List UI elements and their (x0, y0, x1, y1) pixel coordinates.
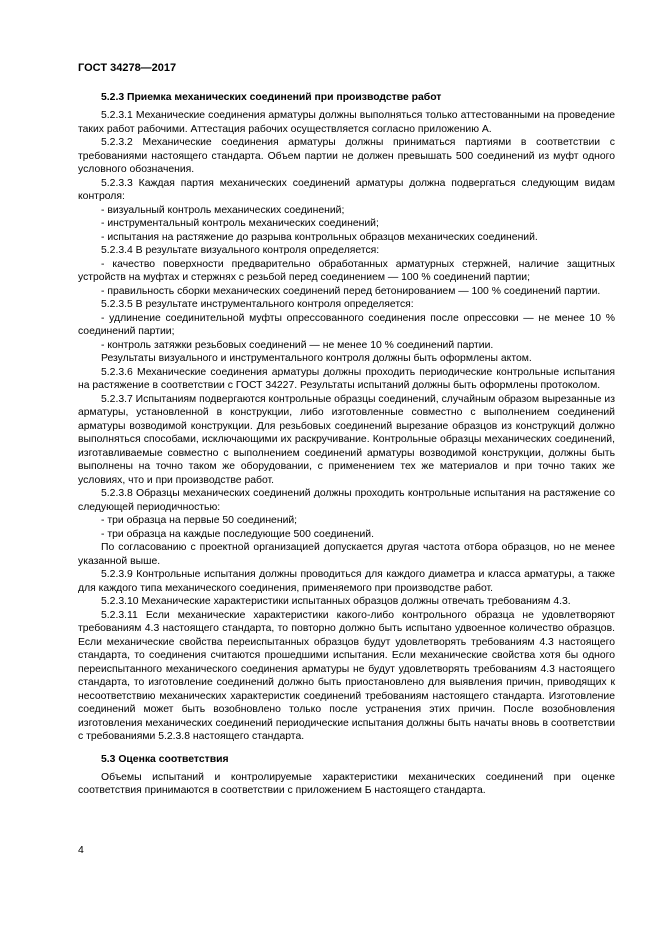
paragraph: 5.2.3.10 Механические характеристики испытанных образцов должны отвечать требованиям 4.3. (101, 596, 571, 607)
paragraph: 5.2.3.8 Образцы механических соединений должны проходить контрольные испытания на растяжение со следующей периодичностью: (78, 488, 615, 513)
page-number: 4 (78, 845, 84, 856)
list-item: - инструментальный контроль механических соединений; (101, 218, 379, 229)
list-item: - три образца на каждые последующие 500 соединений. (101, 528, 374, 540)
paragraph: 5.2.3.1 Механические соединения арматуры должны выполняться только аттестованными на проведение таких работ рабочими. Аттестация рабочих осуществляется согласно приложению А. (78, 110, 615, 135)
paragraph: 5.2.3.3 Каждая партия механических соединений арматуры должна подвергаться следующим видам контроля: (78, 177, 615, 202)
paragraph: Объемы испытаний и контролируемые характеристики механических соединений при оценке соответствия принимаются в соответствии с приложением Б настоящего стандарта. (78, 771, 615, 796)
paragraph: 5.2.3.2 Механические соединения арматуры должны приниматься партиями в соответствии с требованиями настоящего стандарта. Объем партии не должен превышать 500 соединений из муфт одного условного обозначения. (78, 137, 615, 175)
list-item: - контроль затяжки резьбовых соединений — не менее 10 % соединений партии. (101, 339, 494, 351)
paragraph: 5.2.3.4 В результате визуального контроля определяется: (101, 245, 380, 256)
section-5-2-3-heading: 5.2.3 Приемка механических соединений при производстве работ (101, 92, 442, 103)
list-item: - качество поверхности предварительно обработанных арматурных стержней, наличие защитных устройств на муфтах и стержнях с резьбой перед соединением — 100 % соединений партии; (78, 258, 615, 283)
list-item: - три образца на первые 50 соединений; (101, 515, 298, 526)
paragraph: 5.2.3.7 Испытаниям подвергаются контрольные образцы соединений, случайным образом вырезанные из арматуры, установленной в конструкции, либо изготовленные совместно с выполнением соединений арматуры возводимой конструкции. Для резьбовых соединений вырезание образцов из конструкций должно выполняться способами, исключающими их раскручивание. Контрольные образцы механических соединений, изготавливаемые совместно с выполнением соединений арматуры возводимой конструкции, должны быть выполнены на точно таком же оборудовании, с применением тех же материалов и при точно таких же условиях, что и при производстве работ. (78, 393, 615, 486)
paragraph: 5.2.3.6 Механические соединения арматуры должны проходить периодические контрольные испытания на растяжение в соответствии с ГОСТ 34227. Результаты испытаний должны быть оформлены протоколом. (78, 366, 615, 391)
list-item: - удлинение соединительной муфты опрессованного соединения после опрессовки — не менее 10 % соединений партии; (78, 312, 615, 337)
list-item: - визуальный контроль механических соединений; (101, 204, 345, 216)
paragraph: 5.2.3.9 Контрольные испытания должны проводиться для каждого диаметра и класса арматуры, а также для каждого типа механического соединения, применяемого при производстве работ. (78, 569, 615, 594)
paragraph: 5.2.3.11 Если механические характеристики какого-либо контрольного образца не удовлетворяют требованиям 4.3 настоящего стандарта, то повторно должно быть испытано удвоенное количество образцов. Если механические свойства переиспытанных образцов будут удовлетворять требованиям 4.3 настоящего стандарта, то соединения считаются прошедшими испытания. Если механические свойства хотя бы одного переиспытанного механического соединения арматуры не будут удовлетворять требованиям 4.3 настоящего стандарта, то изготовление соединений должно быть приостановлено для выявления причин, приводящих к несоответствию механических характеристик соединений требованиям настоящего стандарта. Изготовление соединений может быть возобновлено только после устранения этих причин. После возобновления изготовления механических соединений периодические испытания должны быть начаты вновь в соответствии с требованиями 5.2.3.8 настоящего стандарта. (78, 609, 615, 742)
section-5-3-heading: 5.3 Оценка соответствия (101, 753, 229, 765)
list-item: - испытания на растяжение до разрыва контрольных образцов механических соединений. (101, 231, 538, 243)
paragraph: Результаты визуального и инструментального контроля должны быть оформлены актом. (101, 353, 532, 364)
paragraph: По согласованию с проектной организацией допускается другая частота отбора образцов, но не менее указанной выше. (78, 542, 615, 567)
paragraph: 5.2.3.5 В результате инструментального контроля определяется: (101, 299, 414, 310)
document-body (78, 91, 615, 798)
document-header: ГОСТ 34278—2017 (78, 62, 177, 74)
list-item: - правильность сборки механических соединений перед бетонированием — 100 % соединений партии. (101, 285, 601, 297)
